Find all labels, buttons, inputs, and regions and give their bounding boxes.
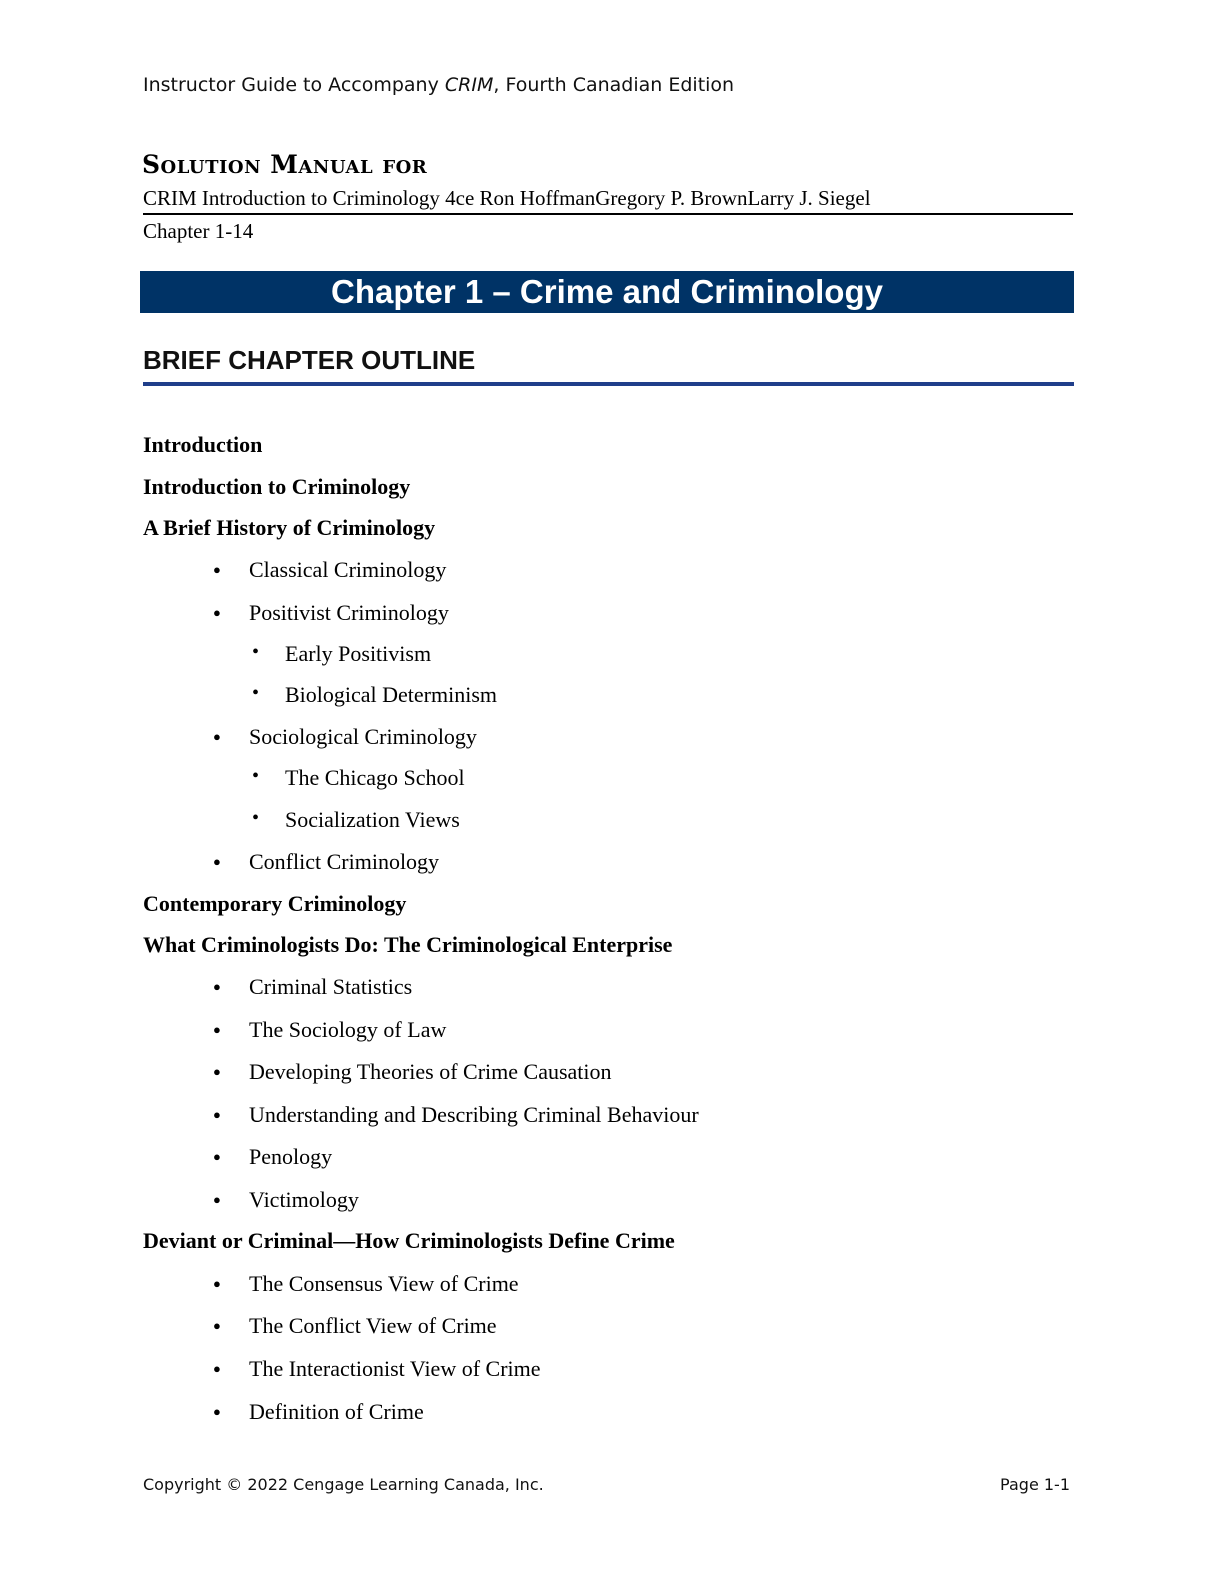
outline-bullet-item: ● Conflict Criminology [249,849,439,875]
outline-section-heading: Introduction to Criminology [143,474,411,499]
chapter-title-banner: Chapter 1 – Crime and Criminology [140,271,1074,313]
header-suffix: , Fourth Canadian Edition [493,74,735,96]
outline-section-heading: Contemporary Criminology [143,891,407,916]
header-book-title: CRIM [444,74,494,96]
outline-section-heading: A Brief History of Criminology [143,515,436,540]
outline-bullet-item: ● Criminal Statistics [249,974,412,1000]
outline-bullet-item: ● Developing Theories of Crime Causation [249,1059,612,1085]
outline-bullet-item: ● Understanding and Describing Criminal Behaviour [249,1102,699,1128]
footer-page-number: Page 1-1 [1000,1475,1070,1494]
outline-bullet-item: ● Definition of Crime [249,1399,424,1425]
outline-bullet-item: ● Penology [249,1144,332,1170]
outline-bullet-item: ● Sociological Criminology [249,724,477,750]
outline-bullet-item: ● The Interactionist View of Crime [249,1356,541,1382]
header-prefix: Instructor Guide to Accompany [143,74,445,96]
book-citation: CRIM Introduction to Criminology 4ce Ron HoffmanGregory P. BrownLarry J. Siegel [143,186,1073,215]
outline-section-heading: Deviant or Criminal—How Criminologists Define Crime [143,1228,675,1253]
chapter-range: Chapter 1-14 [143,219,254,243]
outline-sub-bullet-item: • Biological Determinism [285,682,497,708]
outline-section-heading: What Criminologists Do: The Criminological Enterprise [143,932,673,957]
footer-copyright: Copyright © 2022 Cengage Learning Canada, Inc. [143,1475,544,1494]
outline-bullet-item: ● The Sociology of Law [249,1017,446,1043]
outline-section-heading: Introduction [143,432,263,457]
outline-sub-bullet-item: • The Chicago School [285,765,465,791]
outline-heading: BRIEF CHAPTER OUTLINE [143,345,1074,386]
running-header [143,74,734,96]
solution-manual-title: Solution Manual for [142,150,428,179]
outline-bullet-item: ● Classical Criminology [249,557,446,583]
outline-bullet-item: ● Victimology [249,1187,359,1213]
outline-sub-bullet-item: • Early Positivism [285,641,431,667]
outline-bullet-item: ● Positivist Criminology [249,600,449,626]
outline-sub-bullet-item: • Socialization Views [285,807,460,833]
outline-bullet-item: ● The Conflict View of Crime [249,1313,497,1339]
outline-bullet-item: ● The Consensus View of Crime [249,1271,519,1297]
